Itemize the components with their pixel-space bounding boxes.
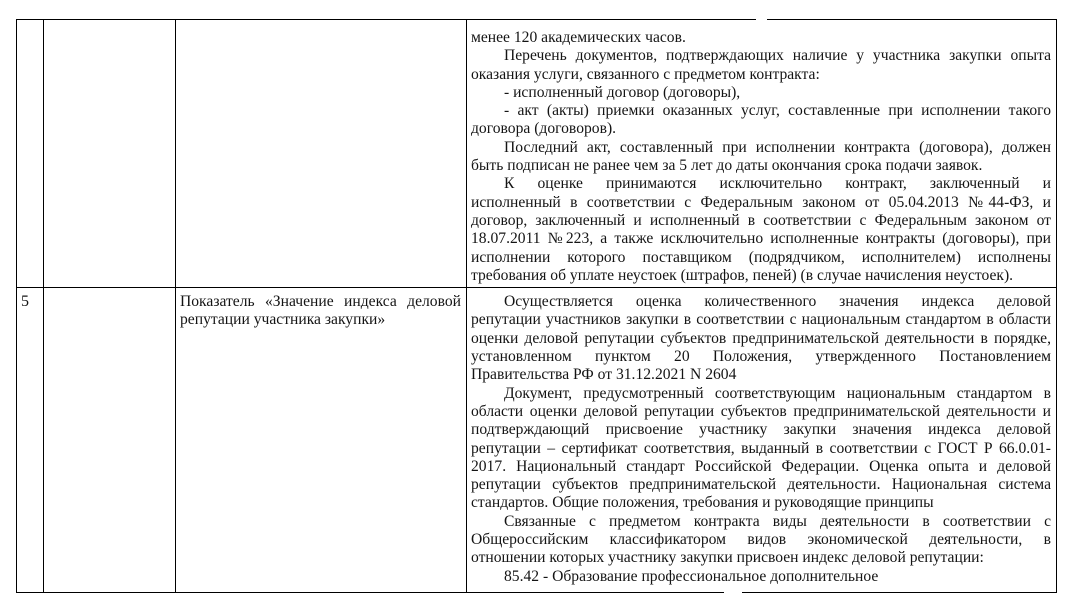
text-line: Общероссийским классификатором видов экономической деятельности, в xyxy=(471,531,1051,549)
text-line: Показатель «Значение индекса деловой xyxy=(180,293,461,311)
cell-criterion-name xyxy=(176,20,467,288)
text-line: - исполненный договор (договоры), xyxy=(504,83,741,101)
text-line: быть подписан не ранее чем за 5 лет до даты окончания срока подачи заявок. xyxy=(471,157,983,175)
text-line: Перечень документов, подтверждающих наличие у участника закупки опыта xyxy=(504,47,1051,65)
text-line: 2017. Национальный стандарт Российской Федерации. Оценка опыта и деловой xyxy=(471,457,1051,475)
text-line: Последний акт, составленный при исполнении контракта (договора), должен xyxy=(504,138,1051,156)
text-line: стандартов. Общие положения, требования и руководящие принципы xyxy=(471,494,934,512)
evaluation-criteria-table xyxy=(16,19,1057,593)
text-line: требования об уплате неустоек (штрафов, пеней) (в случае начисления неустоек). xyxy=(471,266,1014,284)
text-line: репутации субъектов предпринимательской деятельности. Национальная система xyxy=(471,476,1051,494)
text-line: Правительства РФ от 31.12.2021 N 2604 xyxy=(471,366,737,384)
text-line: договор, заключенный и исполненный в соответствии с Федеральным законом от xyxy=(471,211,1051,229)
cell-row-number: 5 xyxy=(17,288,44,593)
cell-criterion-description xyxy=(467,20,1057,288)
text-line: исполненный в соответствии с Федеральным законом от 05.04.2013 №44-ФЗ, и xyxy=(471,193,1051,211)
criteria-table-wrapper xyxy=(16,19,1056,592)
text-line: оценки деловой репутации субъектов предпринимательской деятельности в порядке, xyxy=(471,329,1051,347)
text-line: Документ, предусмотренный соответствующим национальным стандартом в xyxy=(504,384,1051,402)
text-line: 18.07.2011 №223, а также исключительно исполненные контракты (договоры), при xyxy=(471,230,1051,248)
cell-empty xyxy=(44,288,176,593)
cell-criterion-name xyxy=(176,288,467,593)
text-line: Осуществляется оценка количественного значения индекса деловой xyxy=(504,293,1051,311)
text-line: К оценке принимаются исключительно контракт, заключенный и xyxy=(504,175,1051,193)
text-line: Связанные с предметом контракта виды деятельности в соответствии с xyxy=(504,512,1051,530)
table-row xyxy=(17,20,1057,288)
text-line: оказания услуги, связанного с предметом контракта: xyxy=(471,65,820,83)
text-line: отношении которых участнику закупки присвоен индекс деловой репутации: xyxy=(471,549,984,567)
table-row xyxy=(17,288,1057,593)
text-line: репутации участника закупки» xyxy=(180,311,386,329)
cell-row-number xyxy=(17,20,44,288)
text-line: установленном пунктом 20 Положения, утвержденного Постановлением xyxy=(471,348,1051,366)
text-line: области оценки деловой репутации субъектов предпринимательской деятельности и xyxy=(471,402,1051,420)
text-line: менее 120 академических часов. xyxy=(471,29,686,46)
text-line: репутации участников закупки в соответствии с национальным стандартом в области xyxy=(471,311,1051,329)
text-line: исполнении которого поставщиком (подрядчиком, исполнителем) исполнены xyxy=(471,248,1051,266)
page-break-border-gap-bottom xyxy=(724,591,742,595)
text-line: - акт (акты) приемки оказанных услуг, составленные при исполнении такого xyxy=(504,102,1051,120)
text-line: подтверждающий присвоение участнику закупки значения индекса деловой xyxy=(471,421,1051,439)
text-line: репутации – сертификат соответствия, выданный в соответствии с ГОСТ Р 66.0.01- xyxy=(471,439,1051,457)
table-body xyxy=(17,20,1057,593)
text-line: 85.42 - Образование профессиональное дополнительное xyxy=(504,567,879,585)
cell-empty xyxy=(44,20,176,288)
page-break-border-gap-top xyxy=(756,18,767,22)
text-line: договора (договоров). xyxy=(471,120,617,138)
cell-criterion-description xyxy=(467,288,1057,593)
